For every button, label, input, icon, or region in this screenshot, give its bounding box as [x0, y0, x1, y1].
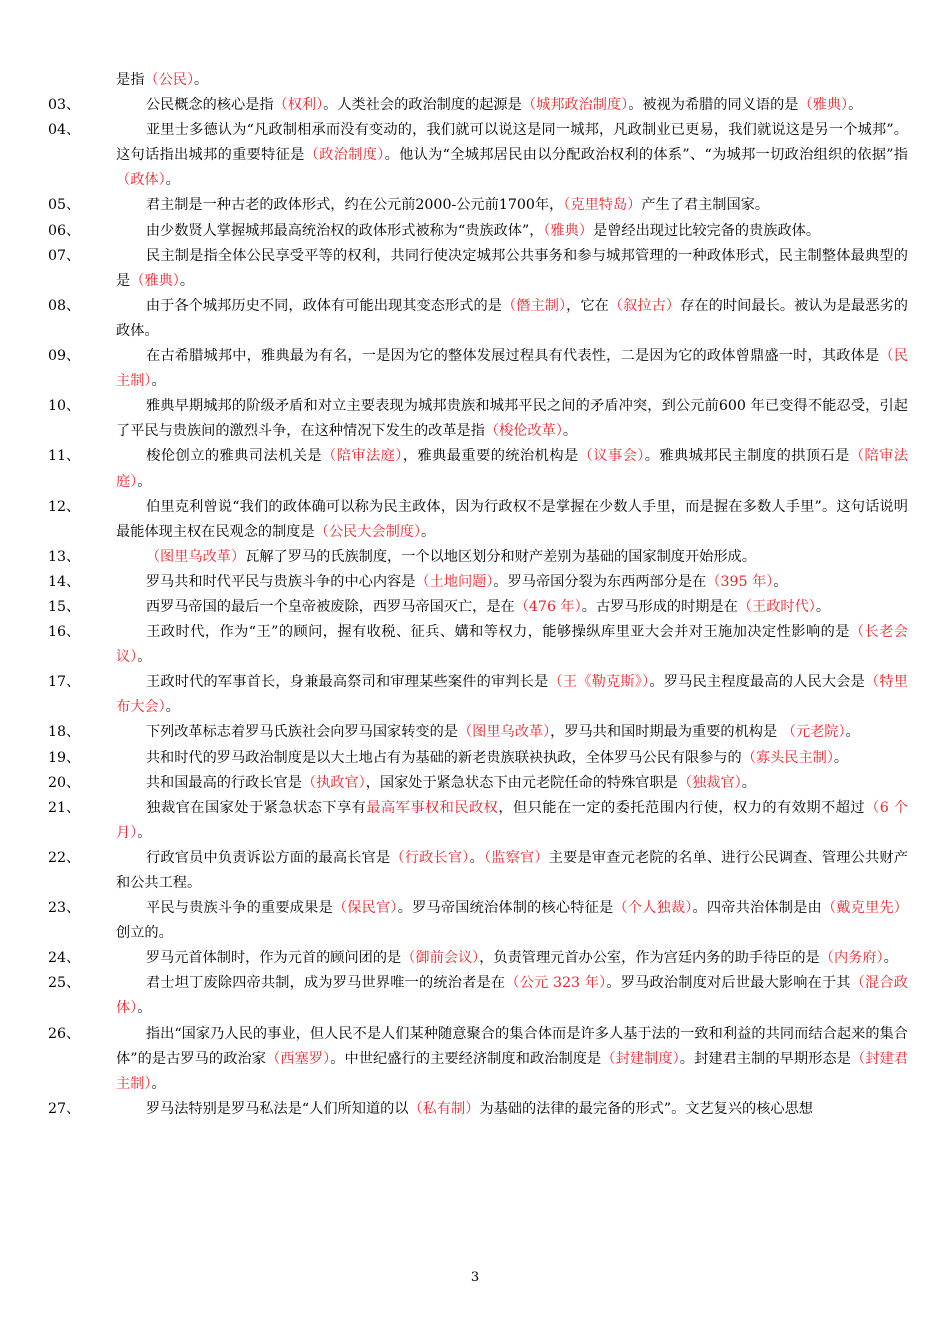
item-number: 14、: [48, 573, 81, 590]
list-item: [48, 896, 908, 946]
question-text: 存在的时间最长。被认为是最恶劣的政体。: [116, 297, 908, 339]
question-text: 主要是审查元老院的名单、进行公民调查、管理公共财产和公共工程。: [116, 849, 908, 891]
item-number: 12、: [48, 498, 81, 515]
question-text: 罗马共和时代平民与贵族斗争的中心内容是: [145, 573, 416, 590]
answer-text: （6 个月）: [116, 799, 908, 841]
question-text: 。: [773, 573, 788, 590]
question-text: 指出“国家乃人民的事业，但人民不是人们某种随意聚合的集合体而是许多人基于法的一致和利益的共同而结合起来的集合体”的是古罗马的政治家: [116, 1025, 908, 1067]
question-text: 。: [848, 97, 863, 114]
answer-text: （图里乌改革）: [457, 724, 551, 741]
question-text: 独裁官在国家处于紧急状态下享有: [145, 799, 367, 816]
question-text: 平民与贵族斗争的重要成果是: [145, 900, 333, 917]
question-text: 。: [179, 272, 195, 289]
answer-text: （王政时代）: [737, 598, 816, 615]
list-item: [48, 846, 908, 896]
question-text: 民主制是指全体公民享受平等的权利，共同行使决定城邦公共事务和参与城邦管理的一种政体形式，民主制整体最典型的是: [116, 247, 908, 289]
item-number: 04、: [48, 122, 81, 139]
question-text: 由少数贤人掌握城邦最高统治权的政体形式被称为“贵族政体”，: [145, 222, 544, 239]
answer-text: （封建君主制）: [116, 1050, 908, 1092]
list-item: [48, 1097, 908, 1122]
question-text: 。: [562, 423, 578, 440]
question-text: 。: [883, 950, 898, 967]
list-item: [48, 670, 908, 720]
question-text: 。: [137, 473, 152, 490]
list-item: [48, 244, 908, 294]
question-text: 。人类社会的政治制度的起源是: [323, 97, 522, 114]
item-text: [116, 545, 908, 570]
page-number: 3: [470, 1270, 480, 1285]
list-item: [48, 394, 908, 444]
answer-text: （监察官）: [483, 849, 549, 866]
answer-text: （克里特岛）: [563, 197, 642, 214]
item-number: 05、: [48, 197, 81, 214]
question-text: 是指: [116, 72, 145, 88]
question-text: 创立的。: [116, 925, 173, 942]
item-number: 23、: [48, 900, 81, 917]
answer-text: （御前会议）: [401, 950, 480, 967]
question-list: [48, 68, 908, 1122]
answer-text: （私有制）: [408, 1100, 480, 1117]
list-item: [48, 946, 908, 971]
question-text: 在古希腊城邦中，雅典最为有名，一是因为它的整体发展过程具有代表性，二是因为它的政体曾鼎盛一时，其政体是: [145, 348, 880, 365]
question-text: 。: [845, 724, 860, 741]
question-text: 。: [194, 72, 209, 88]
question-text: 。: [137, 649, 152, 666]
question-text: 。: [151, 373, 166, 390]
answer-text: （公元 323 年）: [505, 975, 607, 992]
question-text: 。: [741, 774, 756, 791]
question-text: 。中世纪盛行的主要经济制度和政治制度是: [330, 1050, 602, 1067]
question-text: 伯里克利曾说“我们的政体确可以称为民主政体，因为行政权不是掌握在少数人手里，而是握在多数人手里”。这句话说明最能体现主权在民观念的制度是: [116, 498, 908, 540]
item-text: [116, 670, 908, 720]
answer-text: （图里乌改革）: [145, 548, 246, 565]
answer-text: （雅典）: [130, 272, 180, 289]
answer-text: （个人独裁）: [613, 900, 693, 917]
question-text: 。被视为希腊的同义语的是: [628, 97, 799, 114]
question-text: 。四帝共治体制是由: [692, 900, 822, 917]
list-item: [48, 294, 908, 344]
item-text: [116, 118, 908, 193]
list-item: [48, 720, 908, 745]
answer-text: （寡头民主制）: [741, 749, 834, 766]
question-text: 。罗马政治制度对后世最大影响在于其: [606, 975, 851, 992]
item-number: 09、: [48, 348, 81, 365]
item-number: 16、: [48, 624, 81, 641]
question-text: 共和国最高的行政长官是: [145, 774, 302, 791]
list-item: [48, 93, 908, 118]
item-number: 11、: [48, 448, 81, 465]
question-text: 君士坦丁废除四帝共制，成为罗马世界唯一的统治者是在: [145, 975, 506, 992]
question-text: 下列改革标志着罗马氏族社会向罗马国家转变的是: [145, 724, 458, 741]
item-text: [116, 595, 908, 620]
list-item: [48, 344, 908, 394]
list-item: [48, 771, 908, 796]
answer-text: （民主制）: [116, 348, 908, 390]
question-text: 。雅典城邦民主制度的拱顶石是: [644, 448, 850, 465]
answer-text: （雅典）: [798, 97, 849, 114]
item-text: [116, 344, 908, 394]
item-text: [116, 394, 908, 444]
item-text: [116, 796, 908, 846]
item-text: [116, 1097, 908, 1122]
item-number: 03、: [48, 97, 81, 114]
question-text: 雅典早期城邦的阶级矛盾和对立主要表现为城邦贵族和城邦平民之间的矛盾冲突，到公元前600 年已变得不能忍受，引起了平民与贵族间的激烈斗争，在这种情况下发生的改革是指: [116, 398, 908, 440]
question-text: 瓦解了罗马的氏族制度，一个以地区划分和财产差别为基础的国家制度开始形成。: [245, 548, 756, 565]
list-item: [48, 971, 908, 1021]
question-text: 梭伦创立的雅典司法机关是: [145, 448, 323, 465]
question-text: 。古罗马形成的时期是在: [581, 598, 738, 615]
question-text: 共和时代的罗马政治制度是以大土地占有为基础的新老贵族联袂执政，全体罗马公民有限参与的: [145, 749, 742, 766]
item-text: [116, 570, 908, 595]
answer-text: （公民）: [144, 72, 195, 88]
item-text: [116, 193, 908, 218]
answer-text: （长老会议）: [116, 624, 908, 666]
item-number: 17、: [48, 674, 81, 691]
item-text: [116, 846, 908, 896]
question-text: 。: [469, 849, 484, 866]
answer-text: （公民大会制度）: [314, 523, 422, 540]
question-text: 西罗马帝国的最后一个皇帝被废除，西罗马帝国灭亡，是在: [145, 598, 515, 615]
question-text: 。他认为“全城邦居民由以分配政治权利的体系”、“为城邦一切政治组织的依据”指: [384, 147, 908, 164]
question-text: 。: [151, 1075, 166, 1092]
question-text: ，国家处于紧急状态下由元老院任命的特殊官职是: [365, 774, 678, 791]
question-text: 由于各个城邦历史不同，政体有可能出现其变态形式的是: [145, 297, 502, 314]
item-text: [116, 971, 908, 1021]
question-text: ，它在: [566, 297, 609, 314]
answer-text: （特里布大会）: [116, 674, 908, 716]
item-number: [48, 68, 116, 93]
question-text: 为基础的法律的最完备的形式”。文艺复兴的核心思想: [479, 1100, 813, 1117]
answer-text: （元老院）: [781, 724, 846, 741]
item-number: 24、: [48, 950, 81, 967]
answer-text: （僭主制）: [502, 297, 567, 314]
item-number: 26、: [48, 1025, 81, 1042]
item-text: [116, 219, 908, 244]
item-number: 22、: [48, 849, 81, 866]
answer-text: （政体）: [116, 172, 166, 189]
question-text: 。: [815, 598, 831, 615]
answer-text: （土地问题）: [415, 573, 494, 590]
question-text: 。罗马民主程度最高的人民大会是: [649, 674, 866, 691]
item-number: 10、: [48, 398, 81, 415]
answer-text: （梭伦改革）: [484, 423, 563, 440]
item-number: 19、: [48, 749, 81, 766]
question-text: ，罗马共和国时期最为重要的机构是: [550, 724, 782, 741]
list-item: [48, 495, 908, 545]
item-text: [116, 495, 908, 545]
question-text: 王政时代的军事首长，身兼最高祭司和审理某些案件的审判长是: [145, 674, 549, 691]
list-item: [48, 193, 908, 218]
question-text: ，但只能在一定的委托范围内行使，权力的有效期不超过: [498, 799, 866, 816]
question-text: 行政官员中负责诉讼方面的最高长官是: [145, 849, 391, 866]
answer-text: （封建制度）: [601, 1050, 680, 1067]
item-text: [116, 746, 908, 771]
question-text: 王政时代，作为“王”的顾问，握有收税、征兵、媾和等权力，能够操纵库里亚大会并对王施加决定性影响的是: [145, 624, 850, 641]
question-text: 是曾经出现过比较完备的贵族政体。: [593, 222, 821, 239]
answer-text: （陪审法庭）: [322, 448, 403, 465]
question-text: 。: [137, 1000, 152, 1017]
question-text: 公民概念的核心是指: [145, 97, 274, 114]
question-text: ，负责管理元首办公室，作为宫廷内务的助手待臣的是: [479, 950, 820, 967]
item-number: 06、: [48, 222, 81, 239]
question-text: 君主制是一种古老的政体形式，约在公元前2000-公元前1700年，: [145, 197, 564, 214]
item-number: 07、: [48, 247, 81, 264]
list-item: [48, 545, 908, 570]
answer-text: 最高军事权和民政权: [366, 799, 499, 816]
answer-text: （王《勒克斯》）: [548, 674, 650, 691]
list-item: [48, 1022, 908, 1097]
item-number: 27、: [48, 1100, 81, 1117]
answer-text: （政治制度）: [304, 147, 385, 164]
answer-text: （议事会）: [578, 448, 645, 465]
question-text: 。罗马帝国分裂为东西两部分是在: [493, 573, 707, 590]
answer-text: （城邦政治制度）: [521, 97, 629, 114]
question-text: 。: [165, 172, 180, 189]
answer-text: （陪审法庭）: [116, 448, 908, 490]
item-text: [116, 720, 908, 745]
list-item: [48, 570, 908, 595]
item-number: 20、: [48, 774, 81, 791]
item-text: [116, 68, 908, 93]
answer-text: （395 年）: [706, 573, 774, 590]
item-number: 25、: [48, 975, 81, 992]
answer-text: （混合政体）: [116, 975, 908, 1017]
question-text: 。封建君主制的早期形态是: [679, 1050, 851, 1067]
item-text: [116, 294, 908, 344]
list-item: [48, 68, 908, 93]
answer-text: （内务府）: [819, 950, 884, 967]
answer-text: （行政长官）: [390, 849, 470, 866]
question-text: 。: [165, 699, 180, 716]
item-text: [116, 93, 908, 118]
item-text: [116, 244, 908, 294]
item-text: [116, 1022, 908, 1097]
question-text: ，雅典最重要的统治机构是: [402, 448, 579, 465]
question-text: 。: [137, 824, 152, 841]
question-text: 亚里士多德认为“凡政制相承而没有变动的，我们就可以说这是同一城邦，凡政制业已更易，我们就说这是另一个城邦”。这句话指出城邦的重要特征是: [116, 122, 908, 164]
answer-text: （独裁官）: [677, 774, 742, 791]
answer-text: （叙拉古）: [608, 297, 681, 314]
question-text: 产生了君主制国家。: [641, 197, 770, 214]
list-item: [48, 620, 908, 670]
question-text: 罗马元首体制时，作为元首的顾问团的是: [145, 950, 402, 967]
item-text: [116, 896, 908, 946]
answer-text: （权利）: [273, 97, 324, 114]
item-text: [116, 946, 908, 971]
item-number: 13、: [48, 548, 81, 565]
answer-text: （476 年）: [514, 598, 582, 615]
answer-text: （戴克里先）: [821, 900, 908, 917]
question-text: 。: [833, 749, 849, 766]
list-item: [48, 595, 908, 620]
answer-text: （执政官）: [301, 774, 366, 791]
answer-text: （保民官）: [332, 900, 398, 917]
item-number: 15、: [48, 598, 81, 615]
list-item: [48, 118, 908, 193]
answer-text: （雅典）: [543, 222, 594, 239]
item-text: [116, 771, 908, 796]
list-item: [48, 444, 908, 494]
item-number: 08、: [48, 297, 81, 314]
item-text: [116, 444, 908, 494]
question-text: 罗马法特别是罗马私法是“人们所知道的以: [145, 1100, 409, 1117]
item-number: 21、: [48, 799, 81, 816]
question-text: 。罗马帝国统治体制的核心特征是: [397, 900, 614, 917]
list-item: [48, 746, 908, 771]
list-item: [48, 219, 908, 244]
question-text: 。: [421, 523, 436, 540]
answer-text: （西塞罗）: [266, 1050, 331, 1067]
item-text: [116, 620, 908, 670]
item-number: 18、: [48, 724, 81, 741]
list-item: [48, 796, 908, 846]
